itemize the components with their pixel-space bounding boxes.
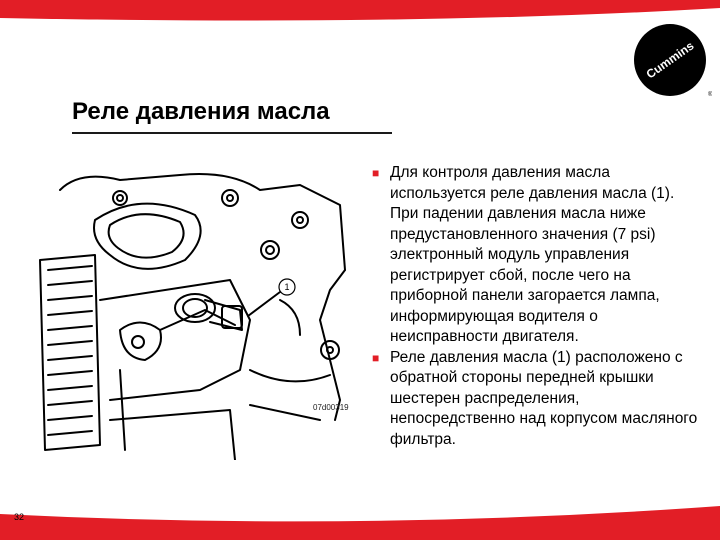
svg-text:Cummins: Cummins <box>643 38 697 82</box>
bullet-item <box>372 163 702 348</box>
bullet-text: Для контроля давления масла используется реле давления масла (1). При падении давления масла ниже предустановленного значения (7 psi) электронный модуль управления регистрирует сбой, после чего на приборной панели загорается лампа, информирующая водителя о неисправности двигателя. <box>390 164 675 345</box>
title-underline <box>72 132 392 134</box>
bullet-text: Реле давления масла (1) расположено с обратной стороны передней крышки шестерен распределения, непосредственно над корпусом масляного фильтра. <box>390 348 698 448</box>
bullet-item <box>372 348 702 451</box>
callout-number: 1 <box>284 282 290 292</box>
page-number: 32 <box>14 512 25 522</box>
cummins-logo <box>628 20 712 100</box>
svg-text:®: ® <box>708 92 712 98</box>
figure-code: 07d00319 <box>313 403 349 412</box>
bottom-red-band <box>0 504 720 540</box>
top-red-band <box>0 0 720 24</box>
square-bullet-icon: ■ <box>372 166 380 180</box>
page-title: Реле давления масла <box>72 98 330 125</box>
bullet-list <box>372 163 702 450</box>
oil-pressure-switch-diagram <box>0 160 360 460</box>
square-bullet-icon: ■ <box>372 350 380 365</box>
